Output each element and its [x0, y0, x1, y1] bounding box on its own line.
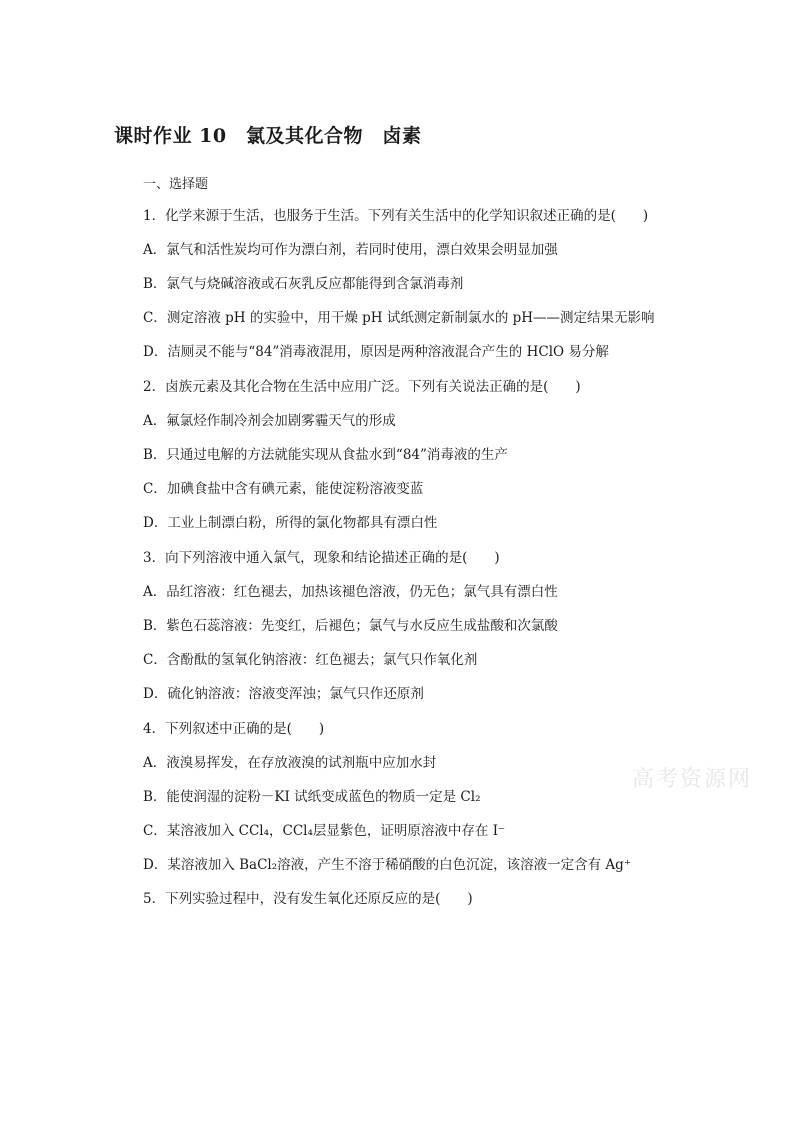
- question-3: 3．向下列溶液中通入氯气，现象和结论描述正确的是( ): [143, 550, 500, 566]
- question-1: 1．化学来源于生活，也服务于生活。下列有关生活中的化学知识叙述正确的是( ): [143, 208, 649, 224]
- q3-option-b: B．紫色石蕊溶液：先变红，后褪色；氯气与水反应生成盐酸和次氯酸: [143, 618, 558, 634]
- q2-option-a: A．氟氯烃作制冷剂会加剧雾霾天气的形成: [143, 413, 396, 429]
- q1-option-c: C．测定溶液 pH 的实验中，用干燥 pH 试纸测定新制氯水的 pH——测定结果无影响: [143, 310, 655, 326]
- watermark: 高考资源网: [632, 767, 753, 792]
- question-2: 2．卤族元素及其化合物在生活中应用广泛。下列有关说法正确的是( ): [143, 379, 581, 395]
- q1-option-d: D．洁厕灵不能与“84”消毒液混用，原因是两种溶液混合产生的 HClO 易分解: [143, 344, 609, 360]
- q1-option-a: A．氯气和活性炭均可作为漂白剂，若同时使用，漂白效果会明显加强: [143, 242, 558, 258]
- q2-option-b: B．只通过电解的方法就能实现从食盐水到“84”消毒液的生产: [143, 447, 508, 463]
- q1-option-b: B．氯气与烧碱溶液或石灰乳反应都能得到含氯消毒剂: [143, 276, 464, 292]
- q4-option-a: A．液溴易挥发，在存放液溴的试剂瓶中应加水封: [143, 755, 437, 771]
- q3-option-d: D．硫化钠溶液：溶液变浑浊；氯气只作还原剂: [143, 686, 424, 702]
- q4-option-b: B．能使润湿的淀粉－KI 试纸变成蓝色的物质一定是 Cl₂: [143, 789, 481, 805]
- q3-option-c: C．含酚酞的氢氧化钠溶液：红色褪去；氯气只作氧化剂: [143, 652, 478, 668]
- q2-option-c: C．加碘食盐中含有碘元素，能使淀粉溶液变蓝: [143, 481, 424, 497]
- q4-option-c: C．某溶液加入 CCl₄，CCl₄层显紫色，证明原溶液中存在 I⁻: [143, 823, 506, 839]
- q2-option-d: D．工业上制漂白粉，所得的氯化物都具有漂白性: [143, 515, 438, 531]
- question-5: 5．下列实验过程中，没有发生氧化还原反应的是( ): [143, 891, 473, 907]
- document-title: 课时作业 10 氯及其化合物 卤素: [114, 125, 422, 147]
- section-heading: 一、选择题: [143, 177, 209, 192]
- q4-option-d: D．某溶液加入 BaCl₂溶液，产生不溶于稀硝酸的白色沉淀，该溶液一定含有 Ag⁺: [143, 857, 631, 873]
- question-4: 4．下列叙述中正确的是( ): [143, 721, 325, 737]
- q3-option-a: A．品红溶液：红色褪去，加热该褪色溶液，仍无色；氯气具有漂白性: [143, 584, 558, 600]
